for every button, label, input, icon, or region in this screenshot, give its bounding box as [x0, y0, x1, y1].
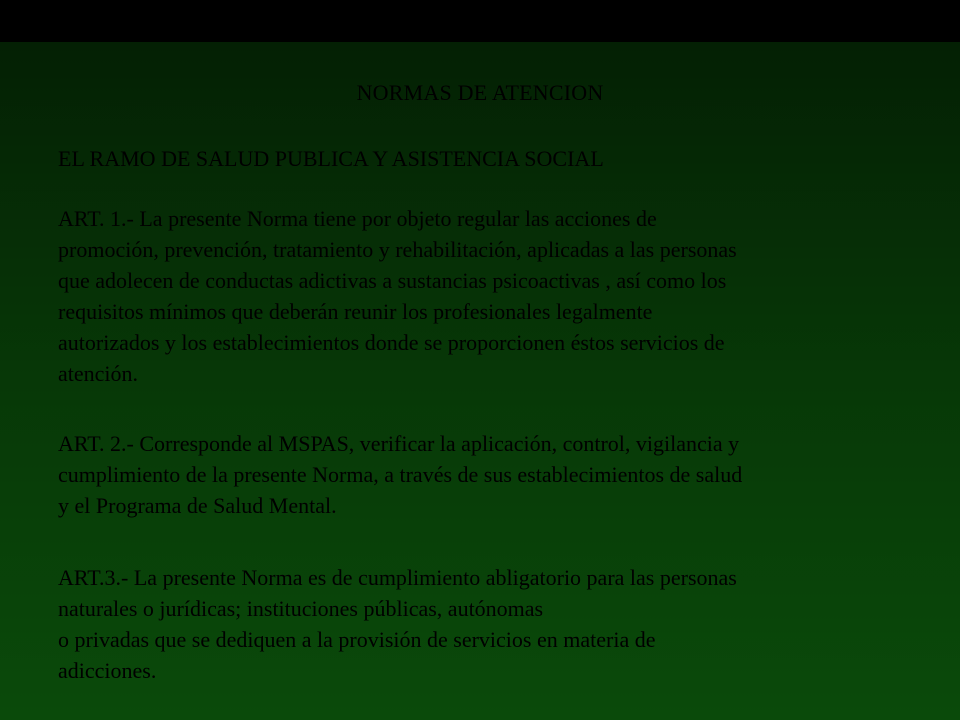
subtitle-text: EL RAMO DE SALUD PUBLICA Y ASISTENCIA SOCIAL: [58, 146, 604, 171]
article-1-line: requisitos mínimos que deberán reunir los profesionales legalmente: [58, 299, 653, 324]
article-2-line: cumplimiento de la presente Norma, a través de sus establecimientos de salud: [58, 462, 743, 487]
article-1-line: atención.: [58, 361, 139, 386]
article-3-line: o privadas que se dediquen a la provisión de servicios en materia de: [58, 627, 656, 652]
article-1-line: ART. 1.- La presente Norma tiene por objeto regular las acciones de: [58, 206, 657, 231]
article-1: [58, 203, 918, 389]
article-3-line: ART.3.- La presente Norma es de cumplimiento abligatorio para las personas: [58, 565, 737, 590]
slide-title: NORMAS DE ATENCION: [356, 80, 604, 105]
article-2: [58, 428, 918, 521]
article-2-line: ART. 2.- Corresponde al MSPAS, verificar la aplicación, control, vigilancia y: [58, 431, 740, 456]
article-3: [58, 562, 918, 686]
slide-subtitle: [58, 143, 918, 174]
article-1-line: autorizados y los establecimientos donde se proporcionen éstos servicios de: [58, 330, 725, 355]
article-3-line: adicciones.: [58, 658, 157, 683]
article-2-line: y el Programa de Salud Mental.: [58, 493, 337, 518]
article-3-line: naturales o jurídicas; instituciones públicas, autónomas: [58, 596, 544, 621]
article-1-line: promoción, prevención, tratamiento y rehabilitación, aplicadas a las personas: [58, 237, 737, 262]
article-1-line: que adolecen de conductas adictivas a sustancias psicoactivas , así como los: [58, 268, 727, 293]
